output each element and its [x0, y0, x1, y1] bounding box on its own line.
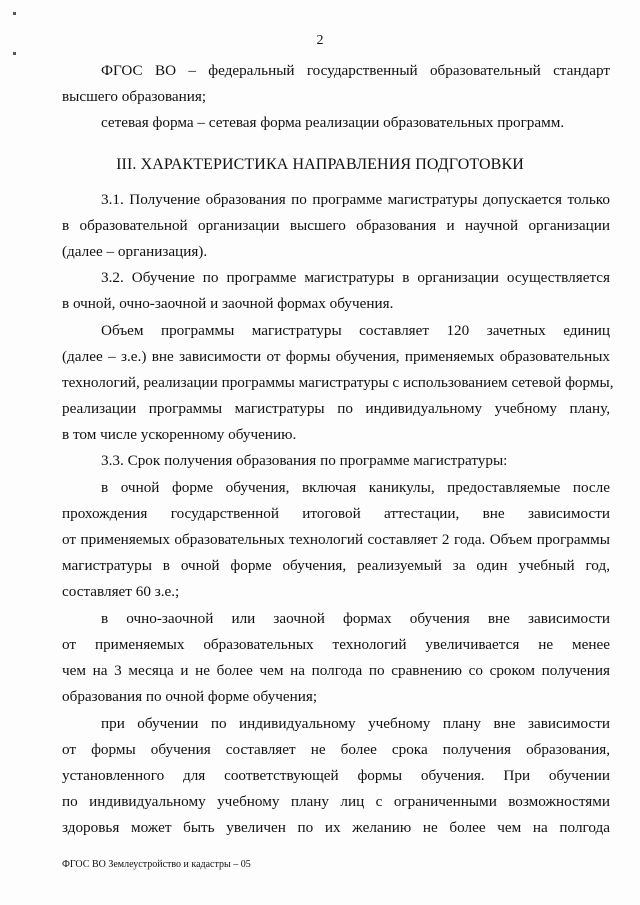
paragraph-line: 3.2. Обучение по программе магистратуры в организации осуществляется: [101, 269, 610, 286]
paragraph-line: от применяемых образовательных технологий увеличивается не менее: [62, 636, 610, 653]
paragraph-line: прохождения государственной итоговой аттестации, вне зависимости: [62, 505, 610, 522]
paragraph-line: (далее – организация).: [62, 243, 208, 260]
document-footer: ФГОС ВО Землеустройство и кадастры – 05: [62, 859, 251, 870]
paragraph-line: в очно-заочной или заочной формах обучения вне зависимости: [101, 610, 610, 627]
section-heading: III. ХАРАКТЕРИСТИКА НАПРАВЛЕНИЯ ПОДГОТОВКИ: [116, 156, 524, 173]
paragraph-line: реализации программы магистратуры по индивидуальному учебному плану,: [62, 400, 610, 417]
paragraph-line: 3.1. Получение образования по программе магистратуры допускается только: [101, 191, 610, 208]
paragraph-line: от применяемых образовательных технологий составляет 2 года. Объем программы: [62, 531, 610, 548]
paragraph-line: в очной, очно-заочной и заочной формах обучения.: [62, 295, 394, 312]
paragraph-line: от формы обучения составляет не более срока получения образования,: [62, 741, 610, 758]
paragraph-line: чем на 3 месяца и не более чем на полгода по сравнению со сроком получения: [62, 662, 610, 679]
scan-mark: [13, 12, 16, 15]
definition-line: высшего образования;: [62, 88, 207, 105]
scan-mark: [13, 52, 16, 55]
page-number: 2: [316, 33, 324, 48]
paragraph-line: в очной форме обучения, включая каникулы, предоставляемые после: [101, 479, 610, 496]
paragraph-line: 3.3. Срок получения образования по программе магистратуры:: [101, 452, 508, 469]
paragraph-line: в образовательной организации высшего образования и научной организации: [62, 217, 610, 234]
paragraph-line: (далее – з.е.) вне зависимости от формы обучения, применяемых образовательных: [62, 348, 610, 365]
paragraph-line: образования по очной форме обучения;: [62, 688, 318, 705]
paragraph-line: Объем программы магистратуры составляет 120 зачетных единиц: [101, 322, 610, 339]
definition-line: сетевая форма – сетевая форма реализации образовательных программ.: [101, 114, 565, 131]
paragraph-line: составляет 60 з.е.;: [62, 583, 180, 600]
paragraph-line: технологий, реализации программы магистратуры с использованием сетевой формы,: [62, 374, 614, 391]
paragraph-line: по индивидуальному учебному плану лиц с ограниченными возможностями: [62, 793, 610, 810]
paragraph-line: магистратуры в очной форме обучения, реализуемый за один учебный год,: [62, 557, 610, 574]
paragraph-line: при обучении по индивидуальному учебному плану вне зависимости: [101, 715, 610, 732]
definition-line: ФГОС ВО – федеральный государственный образовательный стандарт: [101, 62, 610, 79]
paragraph-line: в том числе ускоренному обучению.: [62, 426, 297, 443]
paragraph-line: здоровья может быть увеличен по их желанию не более чем на полгода: [62, 819, 610, 836]
paragraph-line: установленного для соответствующей формы обучения. При обучении: [62, 767, 610, 784]
